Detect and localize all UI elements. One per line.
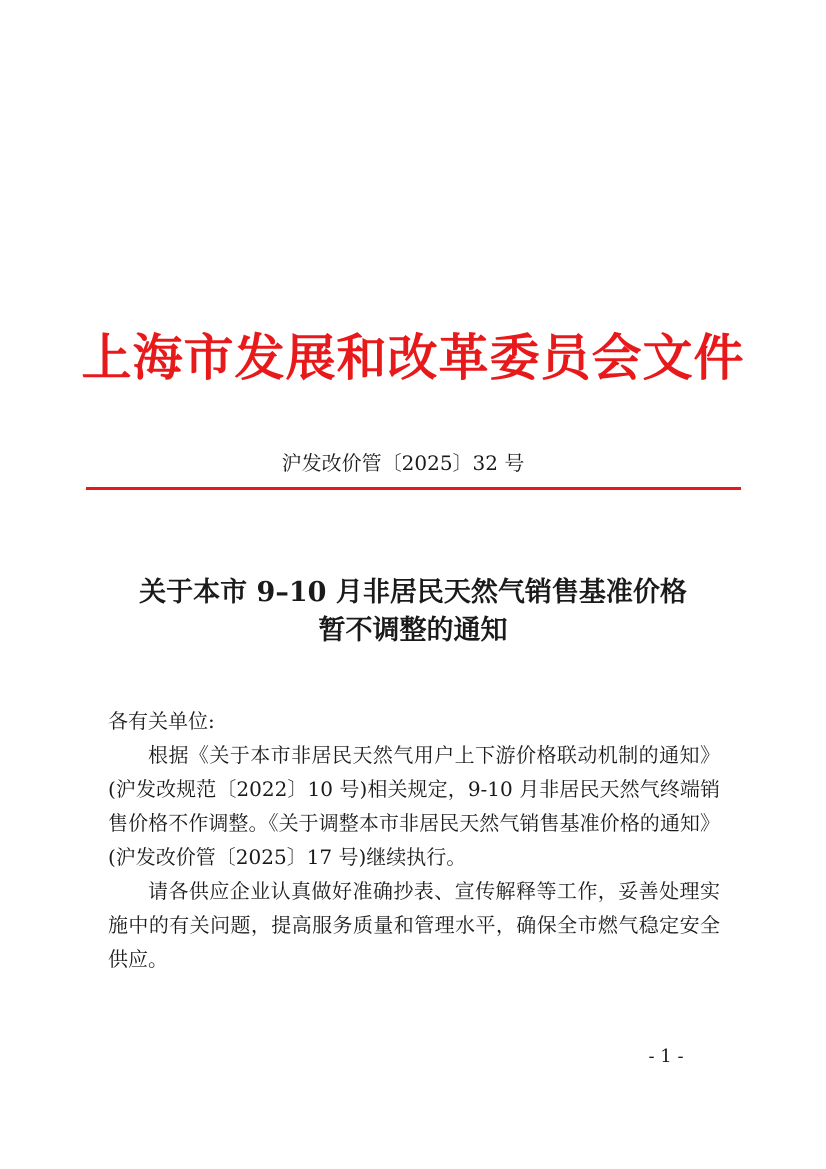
notice-title-line-2: 暂不调整的通知 xyxy=(318,615,508,646)
notice-body xyxy=(108,704,720,976)
page-number: - 1 - xyxy=(648,1046,684,1067)
notice-title-line-1: 关于本市 9–10 月非居民天然气销售基准价格 xyxy=(139,577,687,608)
salutation: 各有关单位: xyxy=(108,709,215,733)
notice-title xyxy=(60,574,766,650)
masthead-title: 上海市发展和改革委员会文件 xyxy=(81,328,745,387)
body-paragraph-2: 请各供应企业认真做好准确抄表、宣传解释等工作，妥善处理实施中的有关问题，提高服务质量和管理水平，确保全市燃气稳定安全供应。 xyxy=(108,879,720,971)
document-number: 沪发改价管〔2025〕32 号 xyxy=(281,451,525,475)
red-divider-line xyxy=(86,487,741,490)
body-paragraph-1: 根据《关于本市非居民天然气用户上下游价格联动机制的通知》(沪发改规范〔2022〕10 号)相关规定，9-10 月非居民天然气终端销售价格不作调整。《关于调整本市非居民天然气销售基准价格的通知》(沪发改价管〔2025〕17 号)继续执行。 xyxy=(108,743,720,869)
